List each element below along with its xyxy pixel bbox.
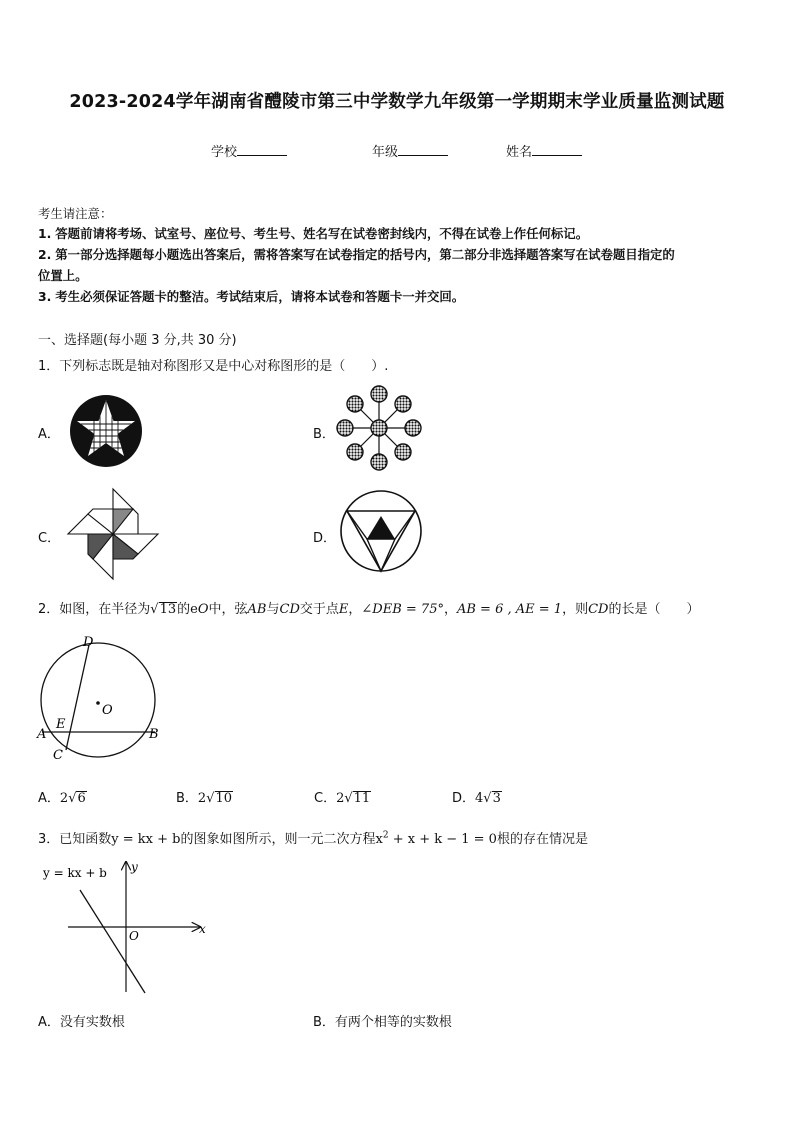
q2-option-d[interactable]: D．4√3 — [452, 791, 501, 806]
flower-circles-logo — [336, 385, 422, 471]
star-in-circle-logo — [64, 394, 148, 468]
notice-text-1: 答题前请将考场、试室号、座位号、考生号、姓名写在试卷密封线内，不得在试卷上作任何标记。 — [55, 226, 589, 241]
origin-label: O — [129, 929, 139, 943]
q3-option-a[interactable]: A．没有实数根 — [38, 1015, 125, 1030]
q2-option-c[interactable]: C．2√11 — [314, 791, 371, 806]
q3-option-b[interactable]: B．有两个相等的实数根 — [313, 1015, 452, 1030]
notice-text-2: 第一部分选择题每小题选出答案后，需将答案写在试卷指定的括号内，第二部分非选择题答案写在试卷题目指定的 — [55, 247, 675, 262]
school-label: 学校 — [211, 145, 238, 160]
q2-option-b[interactable]: B．2√10 — [176, 791, 233, 806]
q1-stem: 1．下列标志既是轴对称图形又是中心对称图形的是（ ）. — [38, 359, 389, 374]
name-label: 姓名 — [506, 145, 533, 160]
grade-label: 年级 — [372, 145, 399, 160]
q1-option-a-label[interactable]: A． — [38, 427, 60, 442]
q2-circle-figure — [34, 632, 168, 764]
pinwheel-logo — [66, 487, 160, 581]
q3-function: y = kx + b — [111, 832, 181, 847]
notice-item-1 — [38, 224, 588, 242]
label-d: D — [83, 635, 94, 650]
section-heading: 一、选择题(每小题 3 分,共 30 分) — [38, 333, 237, 348]
q3-stem: 3．已知函数y = kx + b的图象如图所示，则一元二次方程$x^2 + x + k - 1 = 0$根的存在情况是 — [38, 830, 588, 847]
q2-radius: 13 — [159, 602, 177, 617]
grade-field[interactable] — [372, 141, 448, 160]
q1-option-b-label[interactable]: B． — [313, 427, 335, 442]
q1-option-d-label[interactable]: D． — [313, 531, 337, 546]
label-e: E — [56, 717, 66, 732]
label-a: A — [37, 727, 47, 742]
x-axis-label: x — [199, 922, 206, 936]
line-label: y = kx + b — [43, 866, 107, 880]
notice-num-2: 2. — [38, 247, 52, 262]
name-field[interactable] — [506, 141, 582, 160]
notice-text-3: 考生必须保证答题卡的整洁。考试结束后，请将本试卷和答题卡一并交回。 — [55, 289, 465, 304]
label-c: C — [53, 748, 63, 763]
notice-num-1: 1. — [38, 226, 52, 241]
y-axis-label: y — [131, 860, 138, 874]
q2-stem: 2．如图，在半径为√13的eO中，弦AB与CD交于点E，∠DEB = 75°，AB = 6 , AE = 1，则CD的长是（ ） — [38, 602, 700, 617]
notice-item-3 — [38, 287, 464, 305]
school-blank[interactable] — [237, 143, 287, 156]
notice-num-3: 3. — [38, 289, 52, 304]
name-blank[interactable] — [532, 143, 582, 156]
triangle-in-circle-logo — [339, 489, 423, 573]
page-title: 2023-2024学年湖南省醴陵市第三中学数学九年级第一学期期末学业质量监测试题 — [69, 92, 725, 112]
school-field[interactable] — [211, 141, 287, 160]
notice-text-2-cont: 位置上。 — [38, 268, 88, 283]
notice-item-2 — [38, 245, 675, 263]
q1-option-c-label[interactable]: C． — [38, 531, 61, 546]
notice-heading: 考生请注意： — [38, 206, 113, 221]
label-b: B — [149, 727, 159, 742]
q3-line-graph — [40, 856, 212, 996]
grade-blank[interactable] — [398, 143, 448, 156]
label-o: O — [102, 703, 113, 718]
q2-option-a[interactable]: A．2√6 — [38, 791, 86, 806]
